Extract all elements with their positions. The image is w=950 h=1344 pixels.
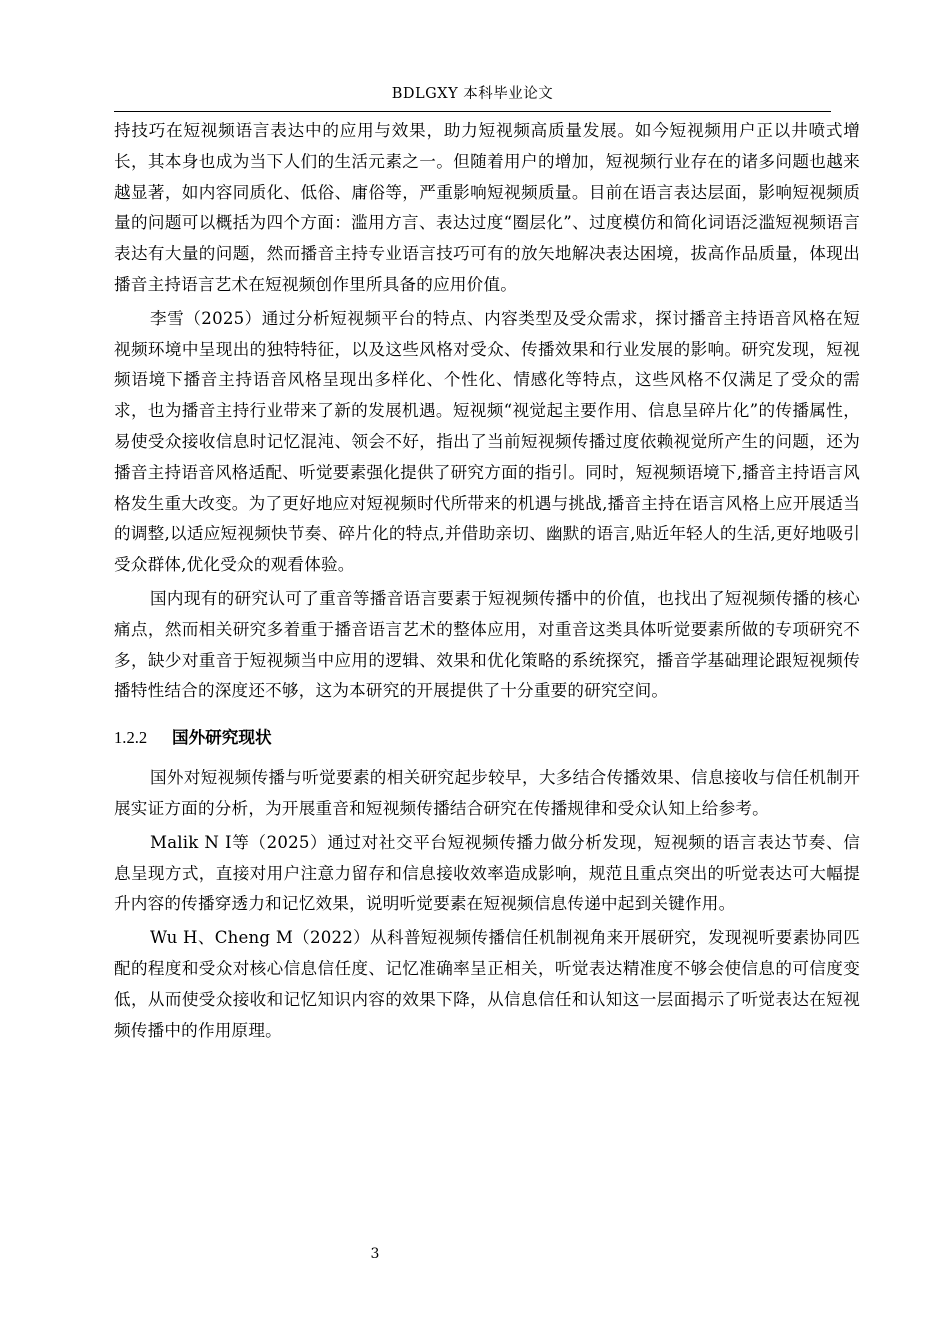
page-body (114, 116, 860, 1049)
header-title: BDLGXY 本科毕业论文 (391, 86, 554, 102)
section-title: 国外研究现状 (172, 728, 272, 748)
section-number: 1.2.2 (114, 728, 148, 748)
paragraph: Malik N I等（2025）通过对社交平台短视频传播力做分析发现，短视频的语言表达节奏、信息呈现方式，直接对用户注意力留存和信息接收效率造成影响，规范且重点突出的听觉表达可大幅提升内容的传播穿透力和记忆效果，说明听觉要素在短视频信息传递中起到关键作用。 (114, 832, 860, 914)
paragraph: 持技巧在短视频语言表达中的应用与效果，助力短视频高质量发展。如今短视频用户正以井喷式增长，其本身也成为当下人们的生活元素之一。但随着用户的增加，短视频行业存在的诸多问题也越来越显著，如内容同质化、低俗、庸俗等，严重影响短视频质量。目前在语言表达层面，影响短视频质量的问题可以概括为四个方面：滥用方言、表达过度“圈层化”、过度模仿和简化词语泛滥短视频语言表达有大量的问题，然而播音主持专业语言技巧可有的放矢地解决表达困境，拔高作品质量，体现出播音主持语言艺术在短视频创作里所具备的应用价值。 (114, 121, 860, 294)
paragraph: 国内现有的研究认可了重音等播音语言要素于短视频传播中的价值，也找出了短视频传播的核心痛点，然而相关研究多着重于播音语言艺术的整体应用，对重音这类具体听觉要素所做的专项研究不多，缺少对重音于短视频当中应用的逻辑、效果和优化策略的系统探究，播音学基础理论跟短视频传播特性结合的深度还不够，这为本研究的开展提供了十分重要的研究空间。 (114, 588, 860, 701)
paragraph: Wu H、Cheng M（2022）从科普短视频传播信任机制视角来开展研究，发现视听要素协同匹配的程度和受众对核心信息信任度、记忆准确率呈正相关，听觉表达精准度不够会使信息的可信度变低，从而使受众接收和记忆知识内容的效果下降，从信息信任和认知这一层面揭示了听觉表达在短视频传播中的作用原理。 (114, 928, 860, 1040)
running-header (114, 82, 831, 112)
page-number: 3 (370, 1246, 380, 1262)
section-heading (114, 723, 860, 753)
paragraph: 国外对短视频传播与听觉要素的相关研究起步较早，大多结合传播效果、信息接收与信任机制开展实证方面的分析，为开展重音和短视频传播结合研究在传播规律和受众认知上给参考。 (114, 768, 860, 818)
paragraph: 李雪（2025）通过分析短视频平台的特点、内容类型及受众需求，探讨播音主持语音风格在短视频环境中呈现出的独特特征，以及这些风格对受众、传播效果和行业发展的影响。研究发现，短视频语境下播音主持语音风格呈现出多样化、个性化、情感化等特点，这些风格不仅满足了受众的需求，也为播音主持行业带来了新的发展机遇。短视频“视觉起主要作用、信息呈碎片化”的传播属性，易使受众接收信息时记忆混沌、领会不好，指出了当前短视频传播过度依赖视觉所产生的问题，还为播音主持语音风格适配、听觉要素强化提供了研究方面的指引。同时，短视频语境下,播音主持语言风格发生重大改变。为了更好地应对短视频时代所带来的机遇与挑战,播音主持在语言风格上应开展适当的调整,以适应短视频快节奏、碎片化的特点,并借助亲切、幽默的语言,贴近年轻人的生活,更好地吸引受众群体,优化受众的观看体验。 (114, 308, 860, 575)
